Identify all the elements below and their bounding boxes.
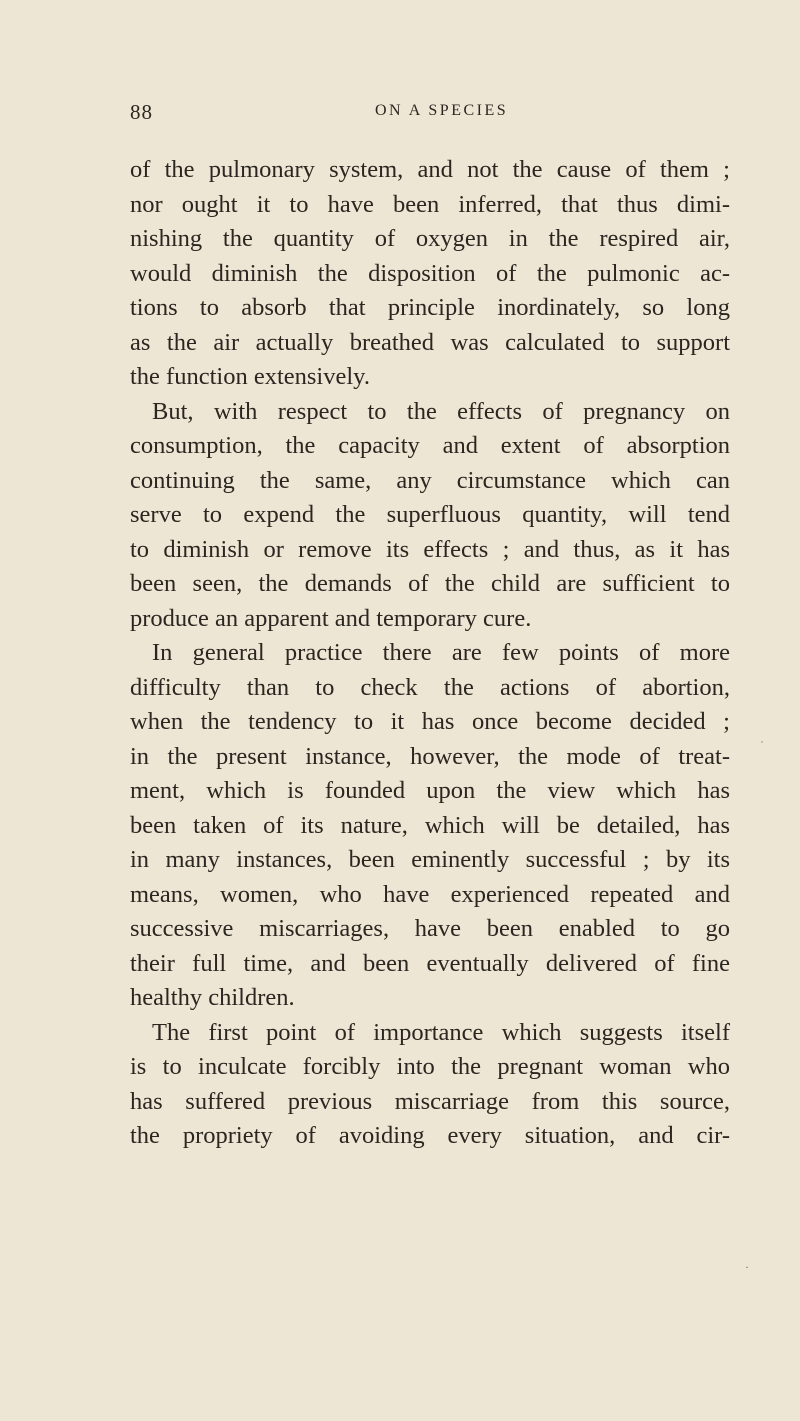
text-line: the propriety of avoiding every situation, and cir- (130, 1122, 730, 1149)
text-line: tions to absorb that principle inordinately, so long (130, 294, 730, 321)
text-line: to diminish or remove its effects ; and thus, as it has (130, 535, 730, 563)
text-line: healthy children. (130, 984, 295, 1011)
text-line: produce an apparent and temporary cure. (130, 604, 532, 632)
text-line: of the pulmonary system, and not the cause of them ; (130, 156, 730, 183)
text-line: consumption, the capacity and extent of absorption (130, 432, 730, 459)
text-line: in the present instance, however, the mode of treat- (130, 742, 730, 770)
text-line: would diminish the disposition of the pulmonic ac- (130, 259, 730, 287)
text-line: But, with respect to the effects of pregnancy on (152, 397, 730, 425)
text-line: successive miscarriages, have been enabled to go (130, 915, 730, 942)
text-line: nishing the quantity of oxygen in the respired air, (130, 225, 730, 252)
text-line: in many instances, been eminently successful ; by its (130, 846, 730, 873)
text-line: the function extensively. (130, 363, 370, 390)
text-line: has suffered previous miscarriage from this source, (130, 1087, 730, 1115)
running-title: ON A SPECIES (375, 102, 509, 119)
text-line: The first point of importance which suggests itself (152, 1018, 730, 1046)
text-line: been taken of its nature, which will be detailed, has (130, 811, 730, 839)
text-line: serve to expend the superfluous quantity, will tend (130, 501, 730, 528)
text-line: difficulty than to check the actions of abortion, (130, 673, 730, 701)
text-line: been seen, the demands of the child are sufficient to (130, 570, 730, 597)
text-line: ment, which is founded upon the view which has (130, 777, 730, 804)
page-number: 88 (130, 100, 153, 124)
text-line: In general practice there are few points of more (152, 639, 730, 666)
ink-speck: · (745, 1260, 749, 1274)
text-line: nor ought it to have been inferred, that thus dimi- (130, 190, 730, 218)
body-text (130, 153, 730, 1154)
text-line: is to inculcate forcibly into the pregnant woman who (130, 1053, 730, 1080)
text-line: their full time, and been eventually delivered of fine (130, 949, 730, 977)
running-head (130, 100, 730, 130)
ink-speck: ˙ (760, 738, 764, 752)
text-line: as the air actually breathed was calculated to support (130, 328, 730, 356)
text-line: continuing the same, any circumstance which can (130, 466, 730, 494)
text-line: when the tendency to it has once become decided ; (130, 708, 730, 735)
text-line: means, women, who have experienced repeated and (130, 880, 730, 908)
